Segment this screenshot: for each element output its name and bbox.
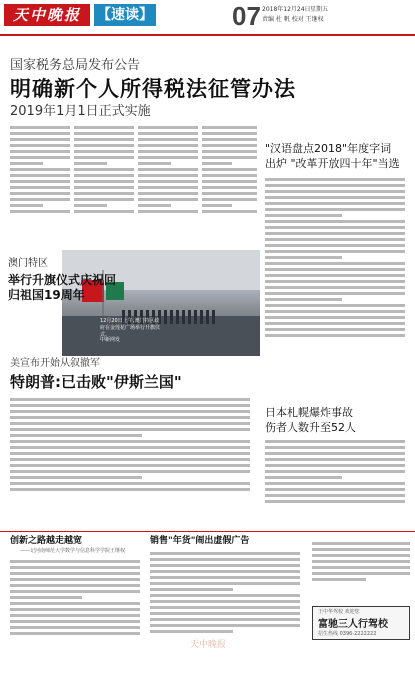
text-line <box>202 150 257 153</box>
text-line <box>265 440 405 443</box>
newspaper-watermark: 天中晚报 <box>190 640 227 650</box>
text-line <box>138 180 198 183</box>
text-line <box>150 582 300 585</box>
lead-kicker: 国家税务总局发布公告 <box>10 58 141 73</box>
text-line <box>265 452 405 455</box>
text-line <box>312 542 410 545</box>
text-line <box>265 328 405 331</box>
text-line <box>265 178 405 181</box>
text-line <box>138 186 198 189</box>
text-line <box>10 434 142 437</box>
editor-credits: 责编 杜 帆 校对 王继权 <box>262 16 324 23</box>
text-line <box>265 184 405 187</box>
text-line <box>74 156 134 159</box>
text-line <box>150 600 300 603</box>
text-line <box>265 208 405 211</box>
text-line <box>10 446 250 449</box>
text-line <box>265 304 405 307</box>
text-line <box>150 594 300 597</box>
text-line <box>265 244 405 247</box>
text-line <box>10 596 82 599</box>
words-of-year-body <box>265 176 405 398</box>
text-line <box>10 440 250 443</box>
text-line <box>265 464 405 467</box>
innovation-headline: 创新之路越走越宽 <box>10 536 83 546</box>
text-line <box>10 626 140 629</box>
fake-ad-headline: 销售"年货"闹出虚假广告 <box>150 536 250 546</box>
text-line <box>150 552 300 555</box>
text-line <box>312 566 410 569</box>
text-line <box>265 298 342 301</box>
text-line <box>10 174 70 177</box>
text-line <box>10 180 70 183</box>
text-line <box>265 470 405 473</box>
text-line <box>74 210 134 213</box>
lead-headline: 明确新个人所得税法征管办法 <box>10 77 296 101</box>
text-line <box>10 458 250 461</box>
trump-body <box>10 396 250 526</box>
text-line <box>10 614 140 617</box>
text-line <box>202 126 257 129</box>
text-line <box>202 174 257 177</box>
innovation-subhead: ——记河南师范大学数学与信息科学学院王继权 <box>20 548 126 554</box>
text-line <box>265 220 405 223</box>
text-line <box>202 156 257 159</box>
text-line <box>265 256 342 259</box>
text-line <box>138 126 198 129</box>
text-line <box>10 428 250 431</box>
text-line <box>265 482 405 485</box>
text-line <box>202 138 257 141</box>
text-line <box>10 488 250 491</box>
text-line <box>10 566 140 569</box>
words-of-year-headline-1: "汉语盘点2018"年度字词 <box>265 142 392 155</box>
text-line <box>10 168 70 171</box>
text-line <box>10 452 250 455</box>
text-line <box>202 186 257 189</box>
text-line <box>138 162 171 165</box>
macau-kicker: 澳门特区 <box>8 258 48 269</box>
text-line <box>202 132 257 135</box>
words-of-year-headline-2: 出炉 "改革开放四十年"当选 <box>265 157 400 170</box>
text-line <box>138 192 198 195</box>
text-line <box>74 144 134 147</box>
text-line <box>265 196 405 199</box>
section-badge: 【速读】 <box>94 4 156 26</box>
text-line <box>74 168 134 171</box>
text-line <box>74 204 107 207</box>
text-line <box>265 262 405 265</box>
text-line <box>265 250 405 253</box>
innovation-body <box>10 558 140 668</box>
text-line <box>10 464 250 467</box>
text-line <box>74 198 134 201</box>
text-line <box>202 198 257 201</box>
text-line <box>202 204 232 207</box>
trump-kicker: 美宣布开始从叙撤军 <box>10 358 100 369</box>
text-line <box>10 560 140 563</box>
text-line <box>10 584 140 587</box>
macau-photo-caption: 12月20日上午,澳门特区政府在金莲花广场举行升旗仪式。 <box>100 318 161 338</box>
text-line <box>138 132 198 135</box>
text-line <box>10 138 70 141</box>
text-line <box>150 588 233 591</box>
text-line <box>265 214 342 217</box>
text-line <box>150 576 300 579</box>
text-line <box>10 578 140 581</box>
trump-headline: 特朗普:已击败"伊斯兰国" <box>10 373 182 391</box>
ad-school-name: 富驰三人行驾校 <box>318 619 388 630</box>
text-line <box>10 470 250 473</box>
text-line <box>10 210 70 213</box>
text-line <box>10 620 140 623</box>
text-line <box>138 150 198 153</box>
text-line <box>312 560 410 563</box>
text-line <box>202 144 257 147</box>
text-line <box>10 602 140 605</box>
page-number: 07 <box>232 1 261 31</box>
ad-phone: 招生热线 0396-2222222 <box>318 631 377 637</box>
text-line <box>265 268 405 271</box>
sapporo-blast-headline-2: 伤者人数升至52人 <box>265 421 356 434</box>
text-line <box>74 192 134 195</box>
text-line <box>265 488 405 491</box>
text-line <box>138 138 198 141</box>
text-line <box>10 422 250 425</box>
text-line <box>265 446 405 449</box>
text-line <box>265 316 405 319</box>
macau-flag-ceremony-photo <box>62 250 260 356</box>
lead-subhead: 2019年1月1日正式实施 <box>10 104 151 119</box>
sapporo-blast-body <box>265 438 405 528</box>
text-line <box>10 126 70 129</box>
text-line <box>10 162 43 165</box>
lead-body-column-4 <box>202 124 257 250</box>
text-line <box>265 232 405 235</box>
text-line <box>150 624 300 627</box>
text-line <box>312 572 410 575</box>
text-line <box>10 398 250 401</box>
text-line <box>312 554 410 557</box>
issue-weekday: 星期五 <box>310 6 329 13</box>
macau-photo-credit: 中新网发 <box>100 337 121 343</box>
text-line <box>265 494 405 497</box>
text-line <box>202 180 257 183</box>
text-line <box>265 190 405 193</box>
text-line <box>150 618 300 621</box>
text-line <box>150 570 300 573</box>
text-line <box>150 612 300 615</box>
text-line <box>265 476 342 479</box>
text-line <box>312 548 410 551</box>
bottom-divider <box>0 531 415 532</box>
text-line <box>10 632 140 635</box>
text-line <box>265 226 405 229</box>
text-line <box>265 202 405 205</box>
text-line <box>150 606 300 609</box>
text-line <box>202 162 232 165</box>
text-line <box>74 132 134 135</box>
text-line <box>10 416 250 419</box>
macau-headline: 举行升旗仪式庆祝回归祖国19周年 <box>8 273 117 302</box>
text-line <box>265 458 405 461</box>
text-line <box>265 292 405 295</box>
text-line <box>265 334 405 337</box>
text-line <box>150 564 300 567</box>
text-line <box>10 192 70 195</box>
lead-body-column-2 <box>74 124 134 250</box>
text-line <box>74 180 134 183</box>
text-line <box>202 210 257 213</box>
text-line <box>74 162 107 165</box>
text-line <box>10 132 70 135</box>
text-line <box>265 310 405 313</box>
text-line <box>138 144 198 147</box>
text-line <box>265 238 405 241</box>
text-line <box>138 168 198 171</box>
text-line <box>138 198 198 201</box>
lead-body-column-1 <box>10 124 70 250</box>
text-line <box>150 558 300 561</box>
text-line <box>10 410 250 413</box>
text-line <box>10 198 70 201</box>
text-line <box>10 476 142 479</box>
text-line <box>150 630 233 633</box>
right-bottom-body <box>312 540 410 602</box>
text-line <box>10 204 43 207</box>
text-line <box>74 150 134 153</box>
text-line <box>10 590 140 593</box>
text-line <box>74 186 134 189</box>
text-line <box>10 150 70 153</box>
text-line <box>138 204 171 207</box>
text-line <box>265 500 405 503</box>
text-line <box>10 156 70 159</box>
text-line <box>10 482 250 485</box>
newspaper-logo: 天中晚报 <box>4 4 90 26</box>
text-line <box>138 210 198 213</box>
text-line <box>265 274 405 277</box>
text-line <box>202 168 257 171</box>
text-line <box>312 578 366 581</box>
issue-date: 2018年12月24日 <box>262 6 311 13</box>
text-line <box>74 138 134 141</box>
text-line <box>10 186 70 189</box>
text-line <box>265 322 405 325</box>
text-line <box>265 280 405 283</box>
text-line <box>10 572 140 575</box>
text-line <box>202 192 257 195</box>
text-line <box>74 126 134 129</box>
text-line <box>10 144 70 147</box>
masthead-divider <box>0 34 415 36</box>
ad-tagline: 王中华驾校 欢迎您 <box>318 609 360 615</box>
lead-body-column-3 <box>138 124 198 250</box>
text-line <box>265 286 405 289</box>
text-line <box>10 608 140 611</box>
text-line <box>74 174 134 177</box>
text-line <box>138 156 198 159</box>
text-line <box>138 174 198 177</box>
ceremony-scene-icon <box>62 250 260 356</box>
sapporo-blast-headline-1: 日本札幌爆炸事故 <box>265 406 353 419</box>
text-line <box>10 404 250 407</box>
